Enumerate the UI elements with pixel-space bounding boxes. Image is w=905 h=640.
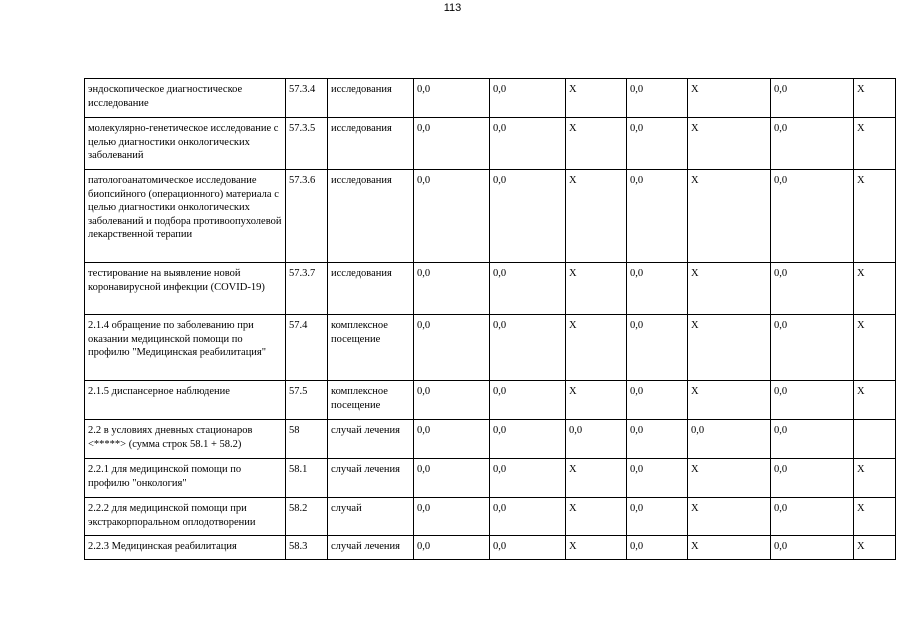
value-cell: 0,0 — [627, 79, 688, 118]
table-row — [85, 263, 896, 315]
table-row — [85, 315, 896, 381]
value-cell: 0,0 — [771, 536, 854, 560]
value-cell: Х — [566, 381, 627, 420]
value-cell: 0,0 — [414, 170, 490, 263]
page-number: 113 — [443, 2, 462, 14]
value-cell: Х — [688, 498, 771, 536]
row-code: 57.3.5 — [286, 118, 328, 170]
row-description: 2.2.3 Медицинская реабилитация — [85, 536, 286, 560]
value-cell: 0,0 — [627, 170, 688, 263]
value-cell: 0,0 — [490, 315, 566, 381]
row-unit: исследования — [328, 170, 414, 263]
value-cell: 0,0 — [627, 536, 688, 560]
table-row — [85, 536, 896, 560]
row-unit: случай — [328, 498, 414, 536]
value-cell: 0,0 — [414, 536, 490, 560]
indicators-table — [84, 78, 896, 560]
table-row — [85, 459, 896, 498]
value-cell: Х — [854, 315, 896, 381]
table-row — [85, 79, 896, 118]
value-cell: 0,0 — [771, 79, 854, 118]
value-cell: Х — [688, 263, 771, 315]
table-row — [85, 498, 896, 536]
value-cell: 0,0 — [771, 263, 854, 315]
row-code: 58.2 — [286, 498, 328, 536]
value-cell: 0,0 — [490, 420, 566, 459]
value-cell: 0,0 — [490, 498, 566, 536]
row-description: 2.2.1 для медицинской помощи по профилю "онкология" — [85, 459, 286, 498]
value-cell: Х — [566, 315, 627, 381]
value-cell — [854, 420, 896, 459]
row-code: 58.3 — [286, 536, 328, 560]
value-cell: 0,0 — [490, 536, 566, 560]
row-unit: случай лечения — [328, 536, 414, 560]
row-unit: случай лечения — [328, 459, 414, 498]
row-unit: комплексное посещение — [328, 381, 414, 420]
row-code: 57.4 — [286, 315, 328, 381]
value-cell: Х — [566, 459, 627, 498]
row-code: 57.3.7 — [286, 263, 328, 315]
row-unit: исследования — [328, 79, 414, 118]
row-description: патологоанатомическое исследование биопсийного (операционного) материала с целью диагностики онкологических заболеваний и подбора противоопухолевой лекарственной терапии — [85, 170, 286, 263]
value-cell: Х — [854, 263, 896, 315]
row-description: 2.1.5 диспансерное наблюдение — [85, 381, 286, 420]
table-row — [85, 170, 896, 263]
value-cell: Х — [688, 315, 771, 381]
value-cell: Х — [566, 263, 627, 315]
table-row — [85, 420, 896, 459]
row-description: 2.2 в условиях дневных стационаров <*****> (сумма строк 58.1 + 58.2) — [85, 420, 286, 459]
value-cell: 0,0 — [414, 263, 490, 315]
value-cell: 0,0 — [490, 79, 566, 118]
row-unit: случай лечения — [328, 420, 414, 459]
value-cell: 0,0 — [414, 79, 490, 118]
value-cell: Х — [566, 79, 627, 118]
value-cell: Х — [566, 170, 627, 263]
value-cell: Х — [688, 118, 771, 170]
table-row — [85, 381, 896, 420]
row-description: эндоскопическое диагностическое исследование — [85, 79, 286, 118]
value-cell: 0,0 — [414, 459, 490, 498]
value-cell: Х — [854, 170, 896, 263]
value-cell: 0,0 — [566, 420, 627, 459]
value-cell: 0,0 — [771, 381, 854, 420]
value-cell: 0,0 — [490, 170, 566, 263]
value-cell: Х — [854, 536, 896, 560]
value-cell: Х — [688, 459, 771, 498]
value-cell: 0,0 — [627, 315, 688, 381]
value-cell: 0,0 — [771, 118, 854, 170]
value-cell: Х — [566, 498, 627, 536]
value-cell: 0,0 — [490, 459, 566, 498]
value-cell: 0,0 — [771, 420, 854, 459]
value-cell: 0,0 — [627, 459, 688, 498]
row-description: 2.2.2 для медицинской помощи при экстракорпоральном оплодотворении — [85, 498, 286, 536]
row-unit: исследования — [328, 118, 414, 170]
row-code: 58.1 — [286, 459, 328, 498]
value-cell: Х — [854, 381, 896, 420]
value-cell: 0,0 — [490, 118, 566, 170]
value-cell: 0,0 — [771, 315, 854, 381]
value-cell: 0,0 — [627, 381, 688, 420]
value-cell: Х — [688, 381, 771, 420]
value-cell: 0,0 — [627, 420, 688, 459]
value-cell: 0,0 — [414, 420, 490, 459]
row-code: 57.5 — [286, 381, 328, 420]
value-cell: 0,0 — [771, 170, 854, 263]
value-cell: Х — [688, 79, 771, 118]
row-code: 57.3.4 — [286, 79, 328, 118]
value-cell: 0,0 — [688, 420, 771, 459]
table-row — [85, 118, 896, 170]
row-code: 57.3.6 — [286, 170, 328, 263]
value-cell: Х — [688, 170, 771, 263]
value-cell: Х — [688, 536, 771, 560]
value-cell: 0,0 — [771, 459, 854, 498]
value-cell: Х — [854, 459, 896, 498]
value-cell: Х — [854, 79, 896, 118]
value-cell: 0,0 — [627, 498, 688, 536]
value-cell: 0,0 — [414, 498, 490, 536]
row-code: 58 — [286, 420, 328, 459]
value-cell: 0,0 — [490, 263, 566, 315]
value-cell: 0,0 — [414, 315, 490, 381]
value-cell: Х — [854, 498, 896, 536]
value-cell: 0,0 — [414, 118, 490, 170]
value-cell: Х — [566, 118, 627, 170]
row-description: 2.1.4 обращение по заболеванию при оказании медицинской помощи по профилю "Медицинская реабилитация" — [85, 315, 286, 381]
value-cell: 0,0 — [627, 263, 688, 315]
row-unit: комплексное посещение — [328, 315, 414, 381]
value-cell: 0,0 — [627, 118, 688, 170]
row-unit: исследования — [328, 263, 414, 315]
value-cell: 0,0 — [771, 498, 854, 536]
value-cell: Х — [566, 536, 627, 560]
value-cell: 0,0 — [490, 381, 566, 420]
row-description: тестирование на выявление новой коронавирусной инфекции (COVID-19) — [85, 263, 286, 315]
row-description: молекулярно-генетическое исследование с целью диагностики онкологических заболеваний — [85, 118, 286, 170]
value-cell: Х — [854, 118, 896, 170]
value-cell: 0,0 — [414, 381, 490, 420]
